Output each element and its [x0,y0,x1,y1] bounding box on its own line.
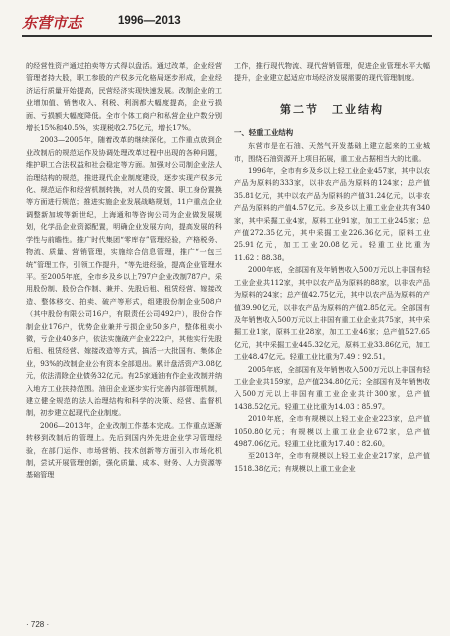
paragraph: 2003—2005年，随着改革的继续深化，工作重点放到企业改制后的规范运作及协调处理改革过程中出现的各种问题，维护职工合法权益和社会稳定等方面。加强对公司制企业法人治理结构的规范，推进现代企业制度建设，逐步实现产权多元化、规范运作和经营机制转换，对人员的安置、职工身份置换等方面进行规范；推进实施企业发展战略规划，11户重点企业调整新加坡等新世纪，上海通和等咨询公司为企业做发展规划，化学品企业资源配置，明确企业发展方向，提高发展的科学性与前瞻性。推广时代集团“零库存”管理经验，产格税务、物流、质量、营销管理，实施综合信息管理，推广“一包三统”管理工作，引领工作提升，“等先进经验，提高企业管理水平。至2005年底，全市乡及乡以上797户企业改制787户。采用股份制、股份合作制、兼并、先股后租、租赁经营、嫁接改造、整体移交、拍卖、破产等形式，组建股份制企业508户（其中股份有限公司16户，有限责任公司492户），股份合作制企业176户，优势企业兼并亏损企业50多户，整体租卖小微，亏企业40多户，依法实施破产企业222户，其他实行先股后租、租赁经营、嫁接改造等方式，搞活一大批国有、集体企业，93%的改制企业公有资本全部退出。累计盘活资产3.08亿元，依法清除企业债务32亿元。有25家通油有作企业改制并纳入地方工业扶持范围。油田企业逐步实行完善内部管理机制，建立健全规范的法人治理结构和科学的决策、经营、监督机制，初步建立起现代企业制度。 [26,135,222,418]
subsection-heading: 一、轻重工业结构 [234,127,294,137]
paragraph: 2005年底，全部国有及年销售收入500万元以上非国有轻工业企业共159家，总产值234.80亿元；全部国有及年销售收入500万元以上非国有重工业企业共计300家，总产值1438.52亿元。轻重工业比重为14.03∶85.97。 [234,364,430,411]
paragraph: 2000年底，全部国有及年销售收入500万元以上非国有轻工业企业共112家，其中以农产品为原料的88家，以非农产品为原料的24家；总产值42.75亿元，其中以农产品为原料的产值39.90亿元，以非农产品为原料的产值2.85亿元。全部国有及年销售收入500万元以上非国有重工业企业共75家，其中采掘工业1家，原料工业28家，加工工业46家；总产值527.65亿元，其中采掘工业445.32亿元，原料工业33.86亿元，加工工业48.47亿元。轻重工业比重为7.49∶92.51。 [234,265,430,362]
book-title: 东营市志 [22,14,83,32]
paragraph: 东营市是在石油、天然气开发基础上建立起来的工业城市，围绕石油资源开上项目拓展，重工业占据相当大的比重。 [234,141,430,163]
page-header [0,0,450,40]
right-column [234,60,430,475]
left-column [26,60,222,482]
paragraph: 的经营性资产通过拍卖等方式得以盘活。通过改革，企业经营管理者持大股，职工参股的产权多元化格局逐步形成，企业经济运行质量开始提高，民营经济实现快速发展。改制企业的工业增加值、销售收入、利税、利润都大幅度提高，企业亏损面、亏损额大幅度降低。全市个体工商户和私营企业户数分别增长15%和40.5%，实现税收2.75亿元，增长17%。 [26,61,222,133]
year-range: 1996—2013 [118,15,181,27]
paragraph: 2010年底，全市有规模以上轻工业企业223家，总产值1050.80亿元；有规模以上重工业企业672家，总产值4987.06亿元。轻重工业比重为17.40∶82.60。 [234,414,430,448]
paragraph: 2006—2013年，企业改制工作基本完成。工作重点逐渐转移到改制后的管理上。先后到国内外先进企业学习管理经验，在部门运作、市场营销、技术创新等方面引入市场化机制，尝试开展管理创新，强化质量、成本、财务、人力资源等基础管理 [26,420,222,480]
page-number: · 728 · [26,620,50,629]
paragraph: 工作，推行现代物流、现代营销管理，促进企业管理水平大幅提升，企业建立起适应市场经济发展需要的现代管理制度。 [234,61,430,83]
paragraph: 1996年，全市有乡及乡以上轻工业企业457家，其中以农产品为原料的333家，以非农产品为原料的124家；总产值35.81亿元，其中以农产品为原料的产值31.24亿元，以非农产品为原料的产值4.57亿元。乡及乡以上重工业企业共有340家，其中采掘工业4家，原料工业91家，加工工业245家；总产值272.35亿元，其中采掘工业226.36亿元，原料工业25.91亿元，加工工业20.08亿元。轻重工业比重为11.62∶88.38。 [234,166,430,262]
section-title: 第二节 工业结构 [280,102,384,116]
paragraph: 至2013年，全市有规模以上轻工业企业217家，总产值1518.38亿元；有规模以上重工业企业 [234,451,430,473]
header-rule [22,35,432,37]
